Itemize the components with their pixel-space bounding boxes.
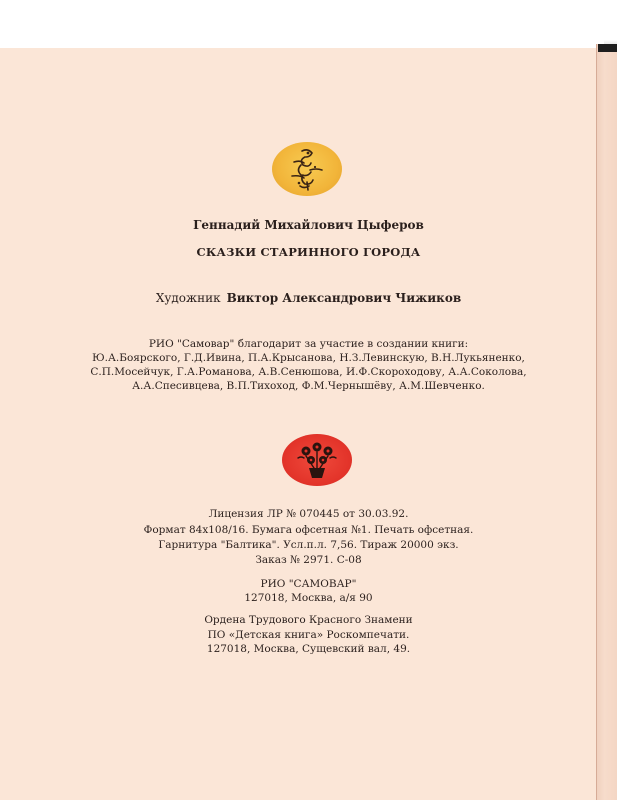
acknowledgement-line: Ю.А.Боярского, Г.Д.Ивина, П.А.Крысанова, Н.З.Левинскую, В.Н.Лукьяненко, [92, 352, 525, 364]
acknowledgement-line: С.П.Мосейчук, Г.А.Романова, А.В.Сенюшова, И.Ф.Скороходову, А.А.Соколова, [90, 366, 527, 378]
flower-bouquet-emblem-icon [282, 434, 352, 486]
page-edge [596, 44, 617, 800]
acknowledgement-line: РИО "Самовар" благодарит за участие в создании книги: [148, 338, 469, 350]
printer-line: ПО «Детская книга» Роскомпечати. [207, 629, 410, 641]
imprint-line: Лицензия ЛР № 070445 от 30.03.92. [208, 508, 409, 520]
printer-address: 127018, Москва, Сущевский вал, 49. [206, 643, 411, 655]
scan-corner-dark [598, 44, 617, 52]
imprint-line: Гарнитура "Балтика". Усл.п.л. 7,56. Тираж 20000 экз. [158, 539, 459, 551]
artist-name: Виктор Александрович Чижиков [226, 291, 462, 305]
artist-role: Художник [155, 291, 221, 305]
imprint-line: Заказ № 2971. С-08 [255, 554, 362, 566]
acknowledgement-line: А.А.Спесивцева, В.П.Тихоход, Ф.М.Чернышёву, А.М.Шевченко. [132, 380, 485, 392]
page-edge-line [596, 44, 597, 800]
imprint-line: Формат 84х108/16. Бумага офсетная №1. Печать офсетная. [143, 524, 474, 536]
author-name: Геннадий Михайлович Цыферов [193, 218, 424, 232]
printer-line: Ордена Трудового Красного Знамени [204, 614, 413, 626]
scan-corner-shadow [604, 0, 617, 50]
book-title: СКАЗКИ СТАРИННОГО ГОРОДА [196, 245, 421, 259]
artist-credit [0, 292, 617, 305]
bird-on-branch-emblem-icon [272, 142, 342, 196]
publisher-name: РИО "САМОВАР" [260, 578, 357, 590]
publisher-address: 127018, Москва, а/я 90 [244, 592, 373, 604]
scan-top-margin [0, 0, 617, 50]
